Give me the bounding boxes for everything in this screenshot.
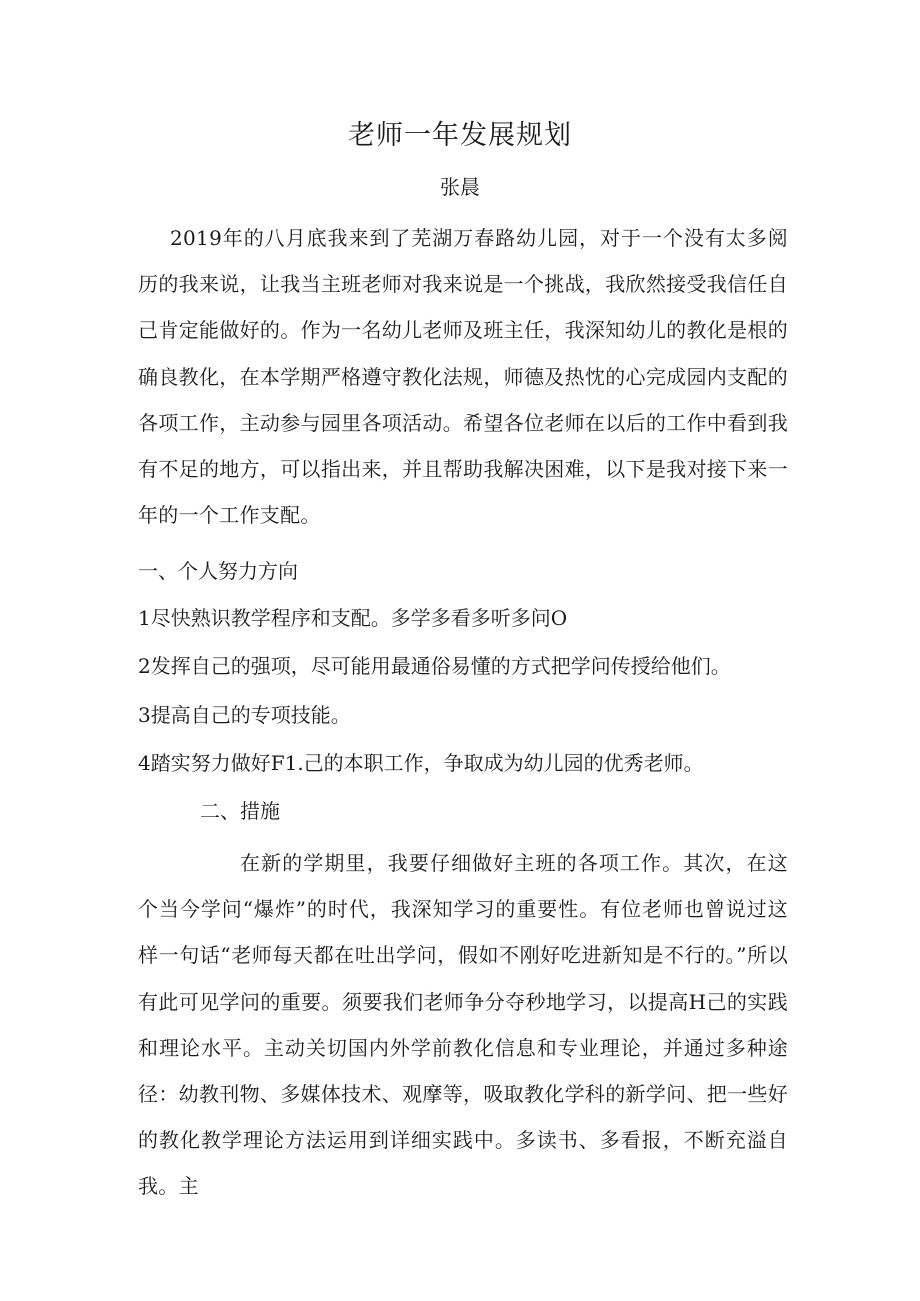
- section1-item-1: 1尽快熟识教学程序和支配。多学多看多听多问O: [138, 606, 568, 630]
- section1-item-2: 2发挥自己的强项，尽可能用最通俗易懂的方式把学问传授给他们。: [138, 654, 731, 678]
- section2-paragraph: 在新的学期里，我要仔细做好主班的各项工作。其次，在这个当今学问“爆炸”的时代，我深知学习的重要性。有位老师也曾说过这样一句话“老师每天都在吐出学问，假如不刚好吃进新知是不行的。”所以有此可见学问的重要。须要我们老师争分夺秒地学习，以提高H己的实践和理论水平。主动关切国内外学前教化信息和专业理论，并通过多种途径：幼教刊物、多媒体技术、观摩等，吸取教化学科的新学问、把一些好的教化教学理论方法运用到详细实践中。多读书、多看报，不断充溢自我。主: [138, 851, 788, 1199]
- section1-heading: 一、个人努力方向: [138, 559, 298, 583]
- document-author: 张晨: [440, 175, 480, 199]
- section1-item-4: 4踏实努力做好F1.己的本职工作，争取成为幼儿园的优秀老师。: [138, 751, 704, 775]
- intro-paragraph: 2019年的八月底我来到了芜湖万春路幼儿园，对于一个没有太多阅历的我来说，让我当主班老师对我来说是一个挑战，我欣然接受我信任自己肯定能做好的。作为一名幼儿老师及班主任，我深知幼儿的教化是根的确良教化，在本学期严格遵守教化法规，师德及热忱的心完成园内支配的各项工作，主动参与园里各项活动。希望各位老师在以后的工作中看到我有不足的地方，可以指出来，并且帮助我解决困难，以下是我对接下来一年的一个工作支配。: [138, 226, 788, 528]
- document-title: 老师一年发展规划: [348, 120, 572, 151]
- section2-heading: 二、措施: [200, 799, 280, 823]
- section1-item-3: 3提高自己的专项技能。: [138, 703, 351, 727]
